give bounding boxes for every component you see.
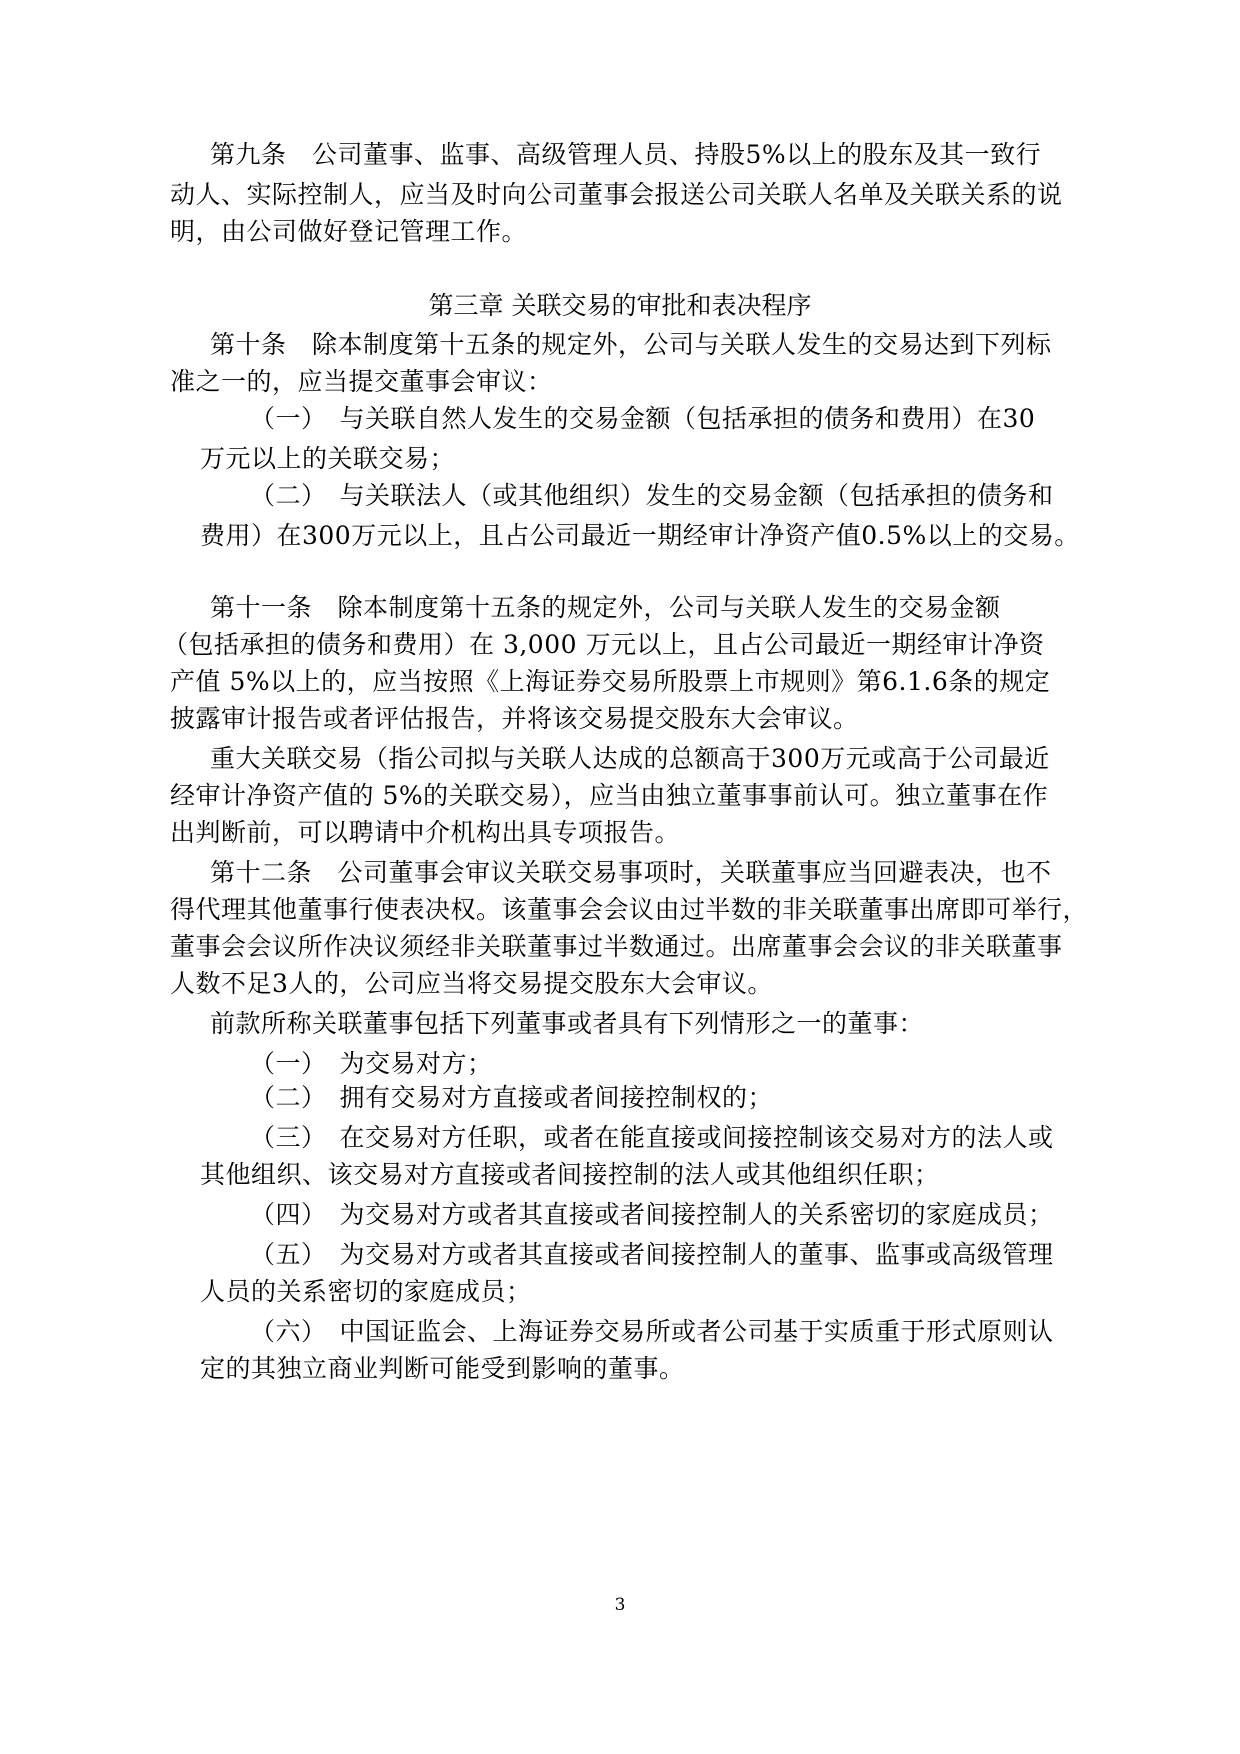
article-9-line-1: 第九条 公司董事、监事、高级管理人员、持股5%以上的股东及其一致行 (210, 140, 1042, 169)
article-12-line-2: 得代理其他董事行使表决权。该董事会会议由过半数的非关联董事出席即可举行， (170, 895, 1089, 924)
article-10-item-2-line-2: 费用）在300万元以上，且占公司最近一期经审计净资产值0.5%以上的交易。 (200, 521, 1080, 550)
article-12-item-6-line-2: 定的其独立商业判断可能受到影响的董事。 (200, 1354, 685, 1383)
article-12-item-4: （四） 为交易对方或者其直接或者间接控制人的关系密切的家庭成员； (250, 1200, 1054, 1229)
article-11-para-2-line-1: 重大关联交易（指公司拟与关联人达成的总额高于300万元或高于公司最近 (210, 744, 1050, 773)
article-12-item-3-line-2: 其他组织、该交易对方直接或者间接控制的法人或其他组织任职； (200, 1160, 940, 1189)
article-11-line-3: 产值 5%以上的，应当按照《上海证券交易所股票上市规则》第6.1.6条的规定 (170, 667, 1051, 696)
article-9-line-3: 明，由公司做好登记管理工作。 (170, 217, 528, 246)
article-12-line-1: 第十二条 公司董事会审议关联交易事项时，关联董事应当回避表决，也不 (210, 858, 1052, 887)
article-9-line-2: 动人、实际控制人，应当及时向公司董事会报送公司关联人名单及关联关系的说 (170, 180, 1063, 209)
article-10-line-1: 第十条 除本制度第十五条的规定外，公司与关联人发生的交易达到下列标 (210, 330, 1052, 359)
article-12-item-1: （一） 为交易对方； (250, 1049, 493, 1078)
article-11-para-2-line-2: 经审计净资产值的 5%的关联交易），应当由独立董事事前认可。独立董事在作 (170, 781, 1049, 810)
chapter-3-title: 第三章 关联交易的审批和表决程序 (428, 291, 812, 320)
article-11-para-2-line-3: 出判断前，可以聘请中介机构出具专项报告。 (170, 818, 681, 847)
article-11-line-4: 披露审计报告或者评估报告，并将该交易提交股东大会审议。 (170, 704, 859, 733)
article-10-item-2-line-1: （二） 与关联法人（或其他组织）发生的交易金额（包括承担的债务和 (250, 481, 1054, 510)
article-12-intro: 前款所称关联董事包括下列董事或者具有下列情形之一的董事： (210, 1009, 925, 1038)
article-12-item-5-line-1: （五） 为交易对方或者其直接或者间接控制人的董事、监事或高级管理 (250, 1240, 1054, 1269)
article-12-line-4: 人数不足3人的，公司应当将交易提交股东大会审议。 (170, 969, 773, 998)
article-10-item-1-line-2: 万元以上的关联交易； (200, 444, 456, 473)
article-10-item-1-line-1: （一） 与关联自然人发生的交易金额（包括承担的债务和费用）在30 (250, 404, 1036, 433)
article-10-line-2: 准之一的，应当提交董事会审议： (170, 367, 553, 396)
page-number: 3 (614, 1595, 626, 1615)
article-11-line-1: 第十一条 除本制度第十五条的规定外，公司与关联人发生的交易金额 (210, 593, 1001, 622)
article-12-item-3-line-1: （三） 在交易对方任职，或者在能直接或间接控制该交易对方的法人或 (250, 1123, 1054, 1152)
article-12-line-3: 董事会会议所作决议须经非关联董事过半数通过。出席董事会会议的非关联董事 (170, 932, 1063, 961)
article-12-item-2: （二） 拥有交易对方直接或者间接控制权的； (250, 1083, 774, 1112)
article-12-item-5-line-2: 人员的关系密切的家庭成员； (200, 1277, 532, 1306)
article-12-item-6-line-1: （六） 中国证监会、上海证券交易所或者公司基于实质重于形式原则认 (250, 1317, 1054, 1346)
article-11-line-2: （包括承担的债务和费用）在 3,000 万元以上，且占公司最近一期经审计净资 (163, 630, 1045, 659)
